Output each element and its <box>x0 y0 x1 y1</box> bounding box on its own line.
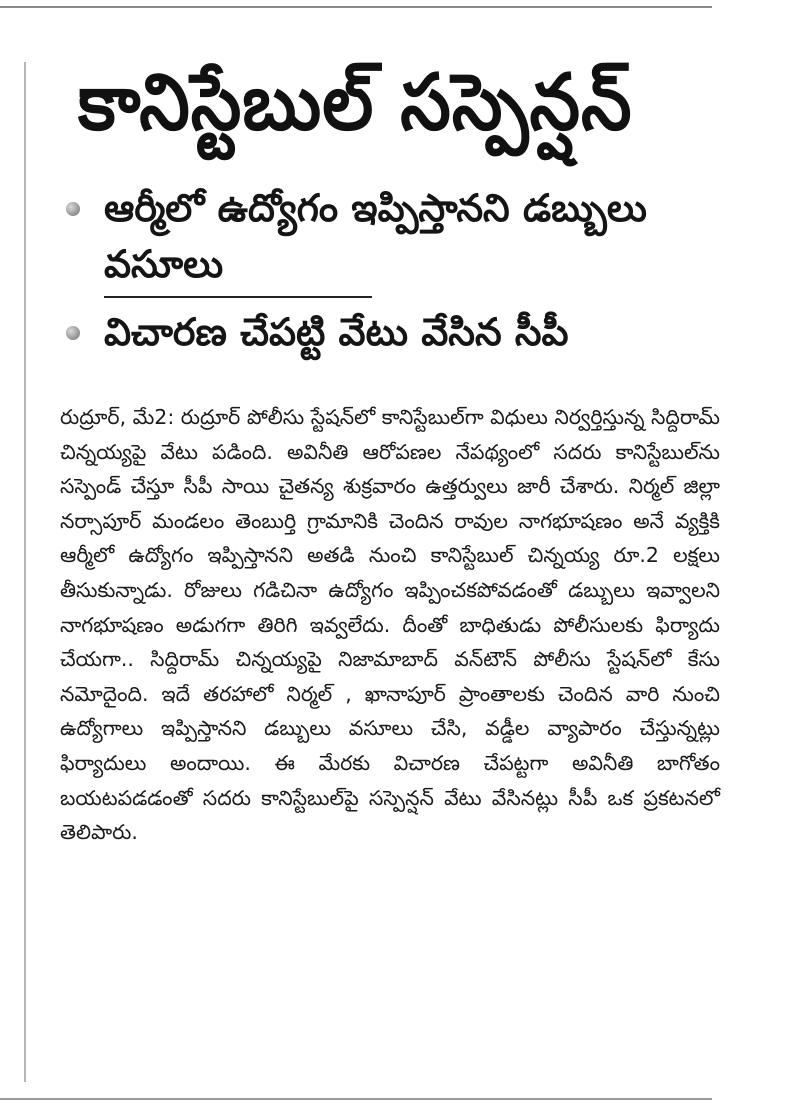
subheadline-1-text: ఆర్మీలో ఉద్యోగం ఇప్పిస్తానని డబ్బులు వసూలు <box>104 186 647 286</box>
subheadline-1 <box>66 180 720 298</box>
bullet-icon <box>66 202 80 216</box>
subheadline-divider <box>104 296 372 298</box>
top-rule <box>0 6 712 8</box>
news-article <box>60 40 720 850</box>
headline: కానిస్టేబుల్ సస్పెన్షన్ <box>78 56 633 148</box>
subheadline-2-text: విచారణ చేపట్టి వేటు వేసిన సీపీ <box>104 310 569 354</box>
subheadline-list <box>66 180 720 360</box>
column-rule <box>24 62 26 1082</box>
bullet-icon <box>66 326 80 340</box>
subheadline-2 <box>66 304 720 360</box>
article-body: రుద్రూర్, మే2: రుద్రూర్ పోలీసు స్టేషన్‌లో కానిస్టేబుల్‌గా విధులు నిర్వర్తిస్తున్న సిద్దిరామ్ చిన్నయ్యపై వేటు పడింది. అవినీతి ఆరోపణల నేపథ్యంలో సదరు కానిస్టేబుల్‌ను సస్పెండ్ చేస్తూ సీపీ సాయి చైతన్య శుక్రవారం ఉత్తర్వులు జారీ చేశారు. నిర్మల్ జిల్లా నర్సాపూర్ మండలం తెంబుర్తి గ్రామానికి చెందిన రావుల నాగభూషణం అనే వ్యక్తికి ఆర్మీలో ఉద్యోగం ఇప్పిస్తానని అతడి నుంచి కానిస్టేబుల్ చిన్నయ్య రూ.2 లక్షలు తీసుకున్నాడు. రోజులు గడిచినా ఉద్యోగం ఇప్పించకపోవడంతో డబ్బులు ఇవ్వాలని నాగభూషణం అడుగగా తిరిగి ఇవ్వలేదు. దీంతో బాధితుడు పోలీసులకు ఫిర్యాదు చేయగా.. సిద్దిరామ్ చిన్నయ్యపై నిజామాబాద్ వన్‌టౌన్ పోలీసు స్టేషన్‌లో కేసు నమోదైంది. ఇదే తరహాలో నిర్మల్ , ఖానాపూర్ ప్రాంతాలకు చెందిన వారి నుంచి ఉద్యోగాలు ఇప్పిస్తానని డబ్బులు వసూలు చేసి, వడ్డీల వ్యాపారం చేస్తున్నట్లు ఫిర్యాదులు అందాయి. ఈ మేరకు విచారణ చేపట్టగా అవినీతి బాగోతం బయటపడడంతో సదరు కానిస్టేబుల్‌పై సస్పెన్షన్ వేటు వేసినట్లు సీపీ ఒక ప్రకటనలో తెలిపారు. <box>60 405 720 845</box>
bottom-rule <box>0 1098 712 1100</box>
